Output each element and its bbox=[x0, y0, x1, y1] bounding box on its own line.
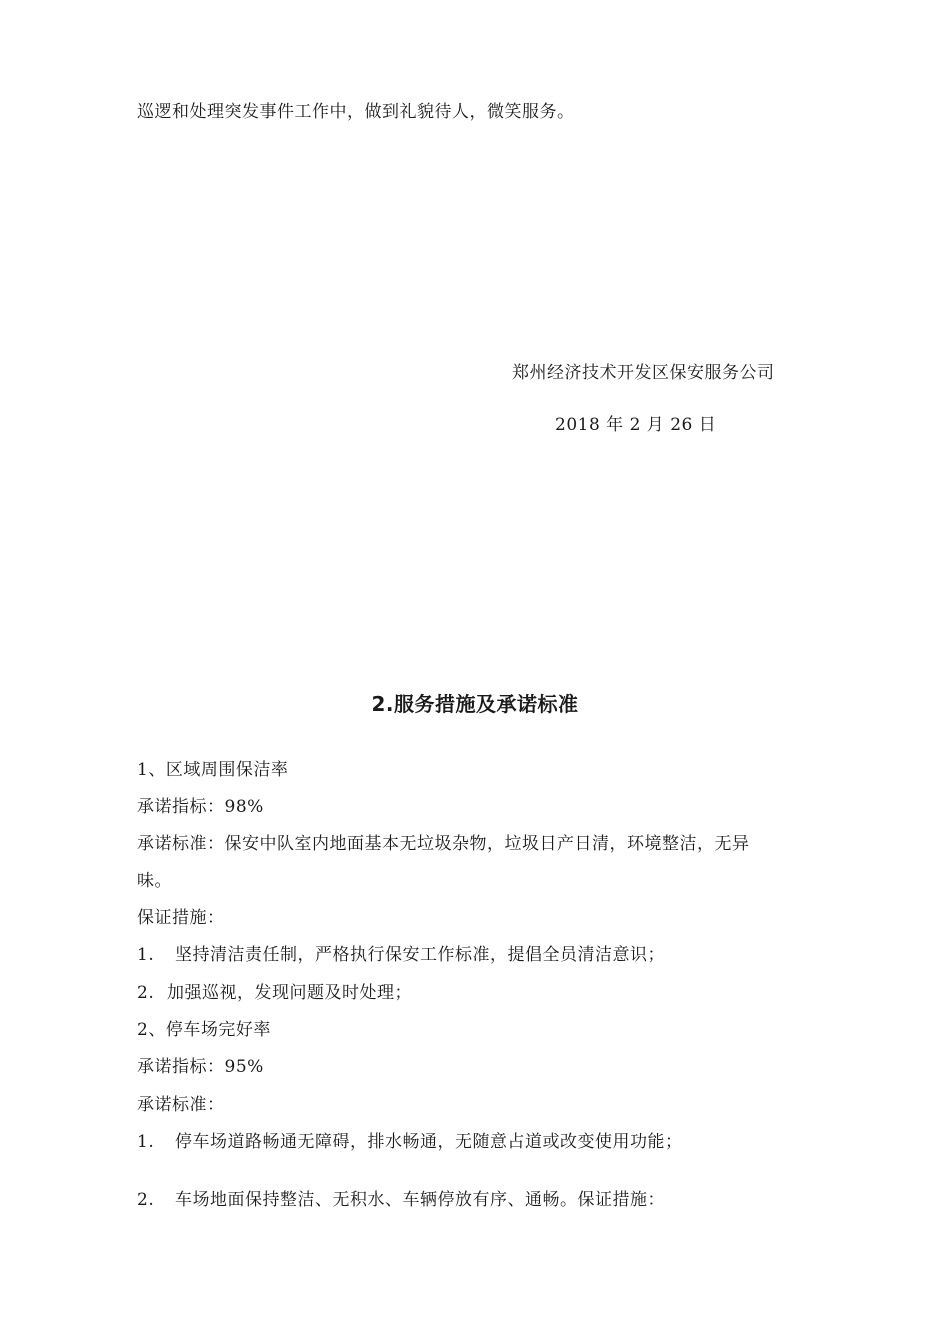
list-text: 坚持清洁责任制，严格执行保安工作标准，提倡全员清洁意识； bbox=[175, 945, 665, 965]
item1-measure1 bbox=[137, 944, 665, 966]
item2-standard2 bbox=[137, 1189, 665, 1211]
list-number: 1. bbox=[137, 1132, 155, 1152]
item1-standard-line1: 承诺标准：保安中队室内地面基本无垃圾杂物，垃圾日产日清，环境整洁，无异 bbox=[137, 834, 750, 854]
item2-title: 2、停车场完好率 bbox=[137, 1020, 271, 1040]
list-number: 2. bbox=[137, 983, 155, 1003]
item2-standard1 bbox=[137, 1131, 683, 1153]
signature-company: 郑州经济技术开发区保安服务公司 bbox=[512, 363, 775, 383]
list-number: 1. bbox=[137, 945, 155, 965]
signature-date: 2018 年 2 月 26 日 bbox=[555, 415, 717, 435]
item1-target: 承诺指标：98% bbox=[137, 797, 264, 817]
item1-standard-line2: 味。 bbox=[137, 871, 172, 891]
item2-target: 承诺指标：95% bbox=[137, 1057, 264, 1077]
list-text: 车场地面保持整洁、无积水、车辆停放有序、通畅。保证措施： bbox=[175, 1190, 665, 1210]
item1-title: 1、区域周围保洁率 bbox=[137, 760, 289, 780]
item1-measures-label: 保证措施： bbox=[137, 908, 225, 928]
top-paragraph: 巡逻和处理突发事件工作中，做到礼貌待人，微笑服务。 bbox=[137, 102, 575, 122]
list-text: 加强巡视，发现问题及时处理； bbox=[167, 983, 412, 1003]
item2-standard-label: 承诺标准： bbox=[137, 1095, 225, 1115]
section-title: 2.服务措施及承诺标准 bbox=[371, 692, 579, 716]
list-text: 停车场道路畅通无障碍，排水畅通，无随意占道或改变使用功能； bbox=[175, 1132, 683, 1152]
item1-measure2 bbox=[137, 982, 412, 1004]
list-number: 2. bbox=[137, 1190, 155, 1210]
